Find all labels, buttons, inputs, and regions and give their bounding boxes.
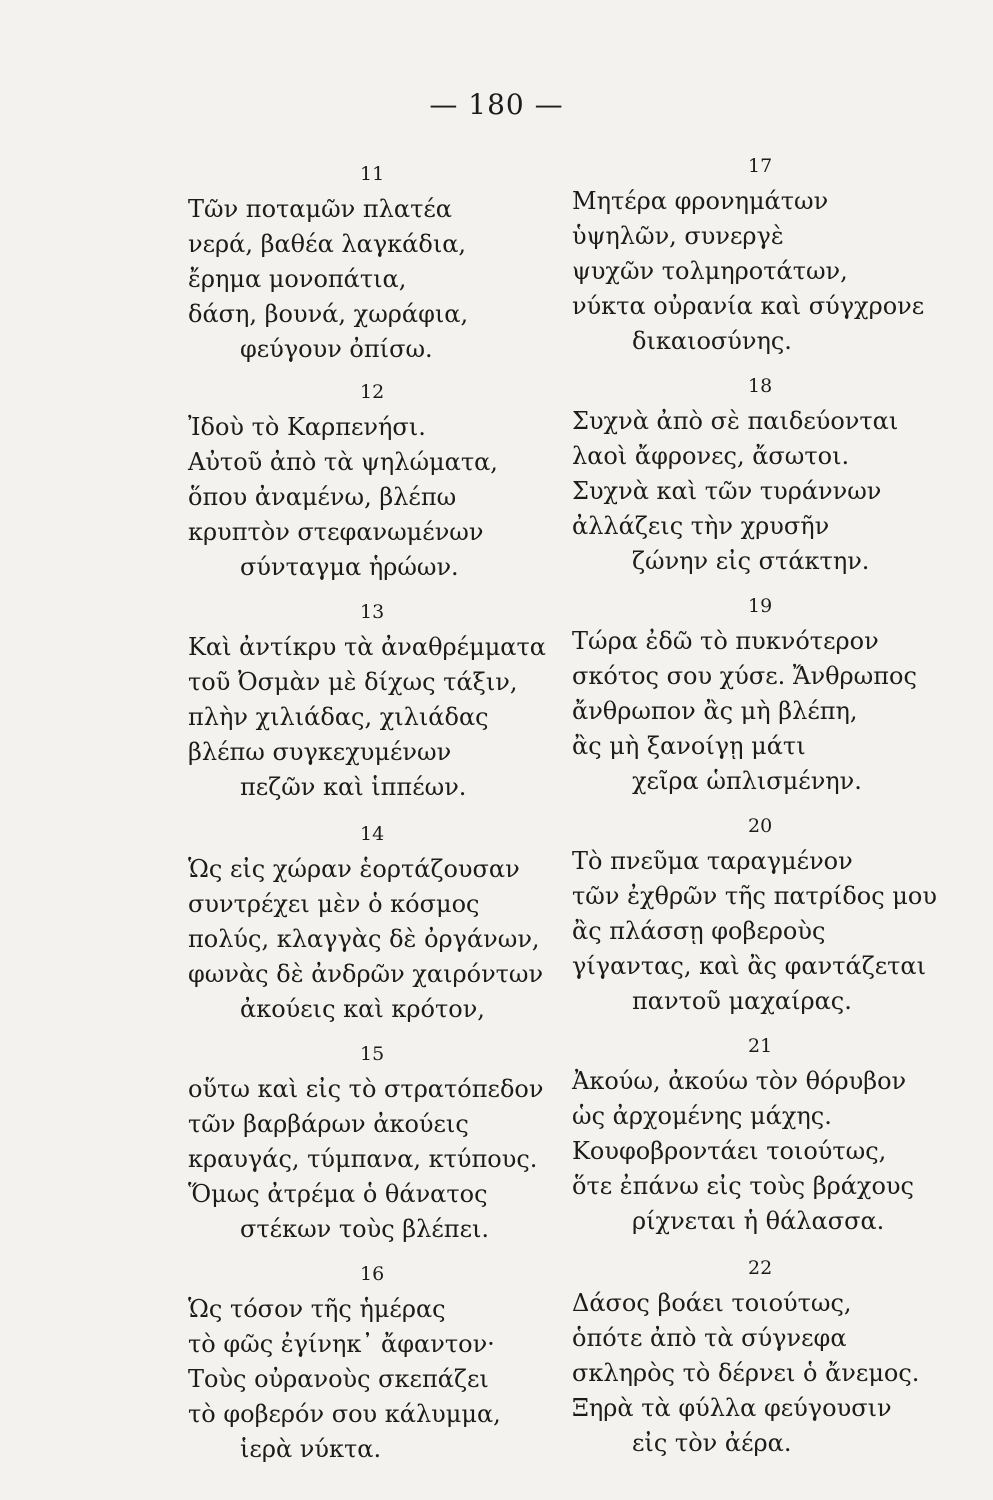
stanza-number: 12 (360, 381, 385, 403)
stanza-number: 13 (360, 601, 385, 623)
verse-line: ζώνην εἰς στάκτην. (632, 547, 870, 575)
verse-line: πεζῶν καὶ ἱππέων. (240, 773, 467, 801)
verse-line: ἀλλάζεις τὴν χρυσῆν (572, 512, 830, 540)
verse-line: παντοῦ μαχαίρας. (632, 987, 852, 1015)
verse-line: Δάσος βοάει τοιούτως, (572, 1289, 852, 1317)
verse-line: οὕτω καὶ εἰς τὸ στρατόπεδον (188, 1075, 544, 1103)
verse-line: ἱερὰ νύκτα. (240, 1435, 382, 1463)
stanza-20 (572, 814, 972, 1019)
verse-line: σκληρὸς τὸ δέρνει ὁ ἄνεμος. (572, 1359, 920, 1387)
verse-line: Αὐτοῦ ἀπὸ τὰ ψηλώματα, (188, 448, 498, 476)
stanza-number: 22 (748, 1257, 773, 1279)
verse-line: ρίχνεται ἡ θάλασσα. (632, 1207, 885, 1235)
stanza-11 (188, 162, 588, 367)
verse-line: Κουφοβροντάει τοιούτως, (572, 1137, 887, 1165)
stanza-number: 19 (748, 595, 773, 617)
page-number: — 180 — (429, 88, 564, 121)
verse-line: τοῦ Ὀσμὰν μὲ δίχως τάξιν, (188, 668, 518, 696)
verse-line: λαοὶ ἄφρονες, ἄσωτοι. (572, 442, 850, 470)
stanza-13 (188, 600, 588, 805)
verse-line: νύκτα οὐρανία καὶ σύγχρονε (572, 292, 925, 320)
verse-line: βλέπω συγκεχυμένων (188, 738, 452, 766)
verse-line: Τῶν ποταμῶν πλατέα (188, 195, 452, 223)
verse-line: Τοὺς οὐρανοὺς σκεπάζει (188, 1365, 489, 1393)
verse-line: φεύγουν ὀπίσω. (240, 335, 433, 363)
verse-line: στέκων τοὺς βλέπει. (240, 1215, 490, 1243)
verse-line: Ὡς τόσον τῆς ἡμέρας (188, 1295, 446, 1323)
stanza-number: 15 (360, 1043, 385, 1065)
verse-line: ἄνθρωπον ἂς μὴ βλέπη, (572, 697, 858, 725)
verse-line: Ἰδοὺ τὸ Καρπενήσι. (188, 413, 426, 441)
verse-line: φωνὰς δὲ ἀνδρῶν χαιρόντων (188, 960, 544, 988)
stanza-19 (572, 594, 972, 799)
verse-line: ἔρημα μονοπάτια, (188, 265, 407, 293)
verse-line: ὅπου ἀναμένω, βλέπω (188, 483, 457, 511)
verse-line: ἂς πλάσσῃ φοβεροὺς (572, 917, 826, 945)
verse-line: Μητέρα φρονημάτων (572, 187, 829, 215)
stanza-number: 14 (360, 823, 385, 845)
stanza-number: 16 (360, 1263, 385, 1285)
verse-line: σύνταγμα ἡρώων. (240, 553, 459, 581)
stanza-number: 17 (748, 155, 773, 177)
verse-line: ἀκούεις καὶ κρότον, (240, 995, 485, 1023)
verse-line: Συχνὰ ἀπὸ σὲ παιδεύονται (572, 407, 899, 435)
verse-line: σκότος σου χύσε. Ἄνθρωπος (572, 662, 917, 690)
verse-line: πολύς, κλαγγὰς δὲ ὀργάνων, (188, 925, 540, 953)
verse-line: δάση, βουνά, χωράφια, (188, 300, 469, 328)
verse-line: Ἀκούω, ἀκούω τὸν θόρυβον (572, 1067, 907, 1095)
verse-line: συντρέχει μὲν ὁ κόσμος (188, 890, 480, 918)
stanza-number: 21 (748, 1035, 773, 1057)
verse-line: ὁπότε ἀπὸ τὰ σύγνεφα (572, 1324, 847, 1352)
verse-line: νερά, βαθέα λαγκάδια, (188, 230, 467, 258)
stanza-number: 11 (360, 163, 385, 185)
verse-line: τὸ φῶς ἐγίνηκ᾽ ἄφαντον· (188, 1330, 495, 1358)
verse-line: τὸ φοβερόν σου κάλυμμα, (188, 1400, 501, 1428)
stanza-17 (572, 154, 972, 359)
verse-line: εἰς τὸν ἀέρα. (632, 1429, 792, 1457)
stanza-number: 18 (748, 375, 773, 397)
verse-line: Ὅμως ἀτρέμα ὁ θάνατος (188, 1180, 488, 1208)
stanza-21 (572, 1034, 972, 1239)
verse-line: ψυχῶν τολμηροτάτων, (572, 257, 848, 285)
stanza-18 (572, 374, 972, 579)
verse-line: κρυπτὸν στεφανωμένων (188, 518, 484, 546)
stanza-16 (188, 1262, 588, 1467)
verse-line: χεῖρα ὡπλισμένην. (632, 767, 862, 795)
verse-line: ὅτε ἐπάνω εἰς τοὺς βράχους (572, 1172, 914, 1200)
verse-line: ὑψηλῶν, συνεργὲ (572, 222, 784, 250)
stanza-14 (188, 822, 588, 1027)
stanza-15 (188, 1042, 588, 1247)
stanza-12 (188, 380, 588, 585)
stanza-number: 20 (748, 815, 773, 837)
verse-line: Συχνὰ καὶ τῶν τυράννων (572, 477, 882, 505)
verse-line: Τὸ πνεῦμα ταραγμένον (572, 847, 853, 875)
verse-line: κραυγάς, τύμπανα, κτύπους. (188, 1145, 538, 1173)
verse-line: Ὡς εἰς χώραν ἑορτάζουσαν (188, 855, 520, 883)
verse-line: τῶν ἐχθρῶν τῆς πατρίδος μου (572, 882, 937, 910)
verse-line: γίγαντας, καὶ ἂς φαντάζεται (572, 952, 927, 980)
stanza-22 (572, 1256, 972, 1461)
verse-line: πλὴν χιλιάδας, χιλιάδας (188, 703, 489, 731)
verse-line: Τώρα ἐδῶ τὸ πυκνότερον (572, 627, 879, 655)
verse-line: Καὶ ἀντίκρυ τὰ ἀναθρέμματα (188, 633, 546, 661)
verse-line: ὡς ἀρχομένης μάχης. (572, 1102, 832, 1130)
verse-line: ἂς μὴ ξανοίγῃ μάτι (572, 732, 806, 760)
verse-line: τῶν βαρβάρων ἀκούεις (188, 1110, 469, 1138)
verse-line: Ξηρὰ τὰ φύλλα φεύγουσιν (572, 1394, 892, 1422)
verse-line: δικαιοσύνης. (632, 327, 792, 355)
